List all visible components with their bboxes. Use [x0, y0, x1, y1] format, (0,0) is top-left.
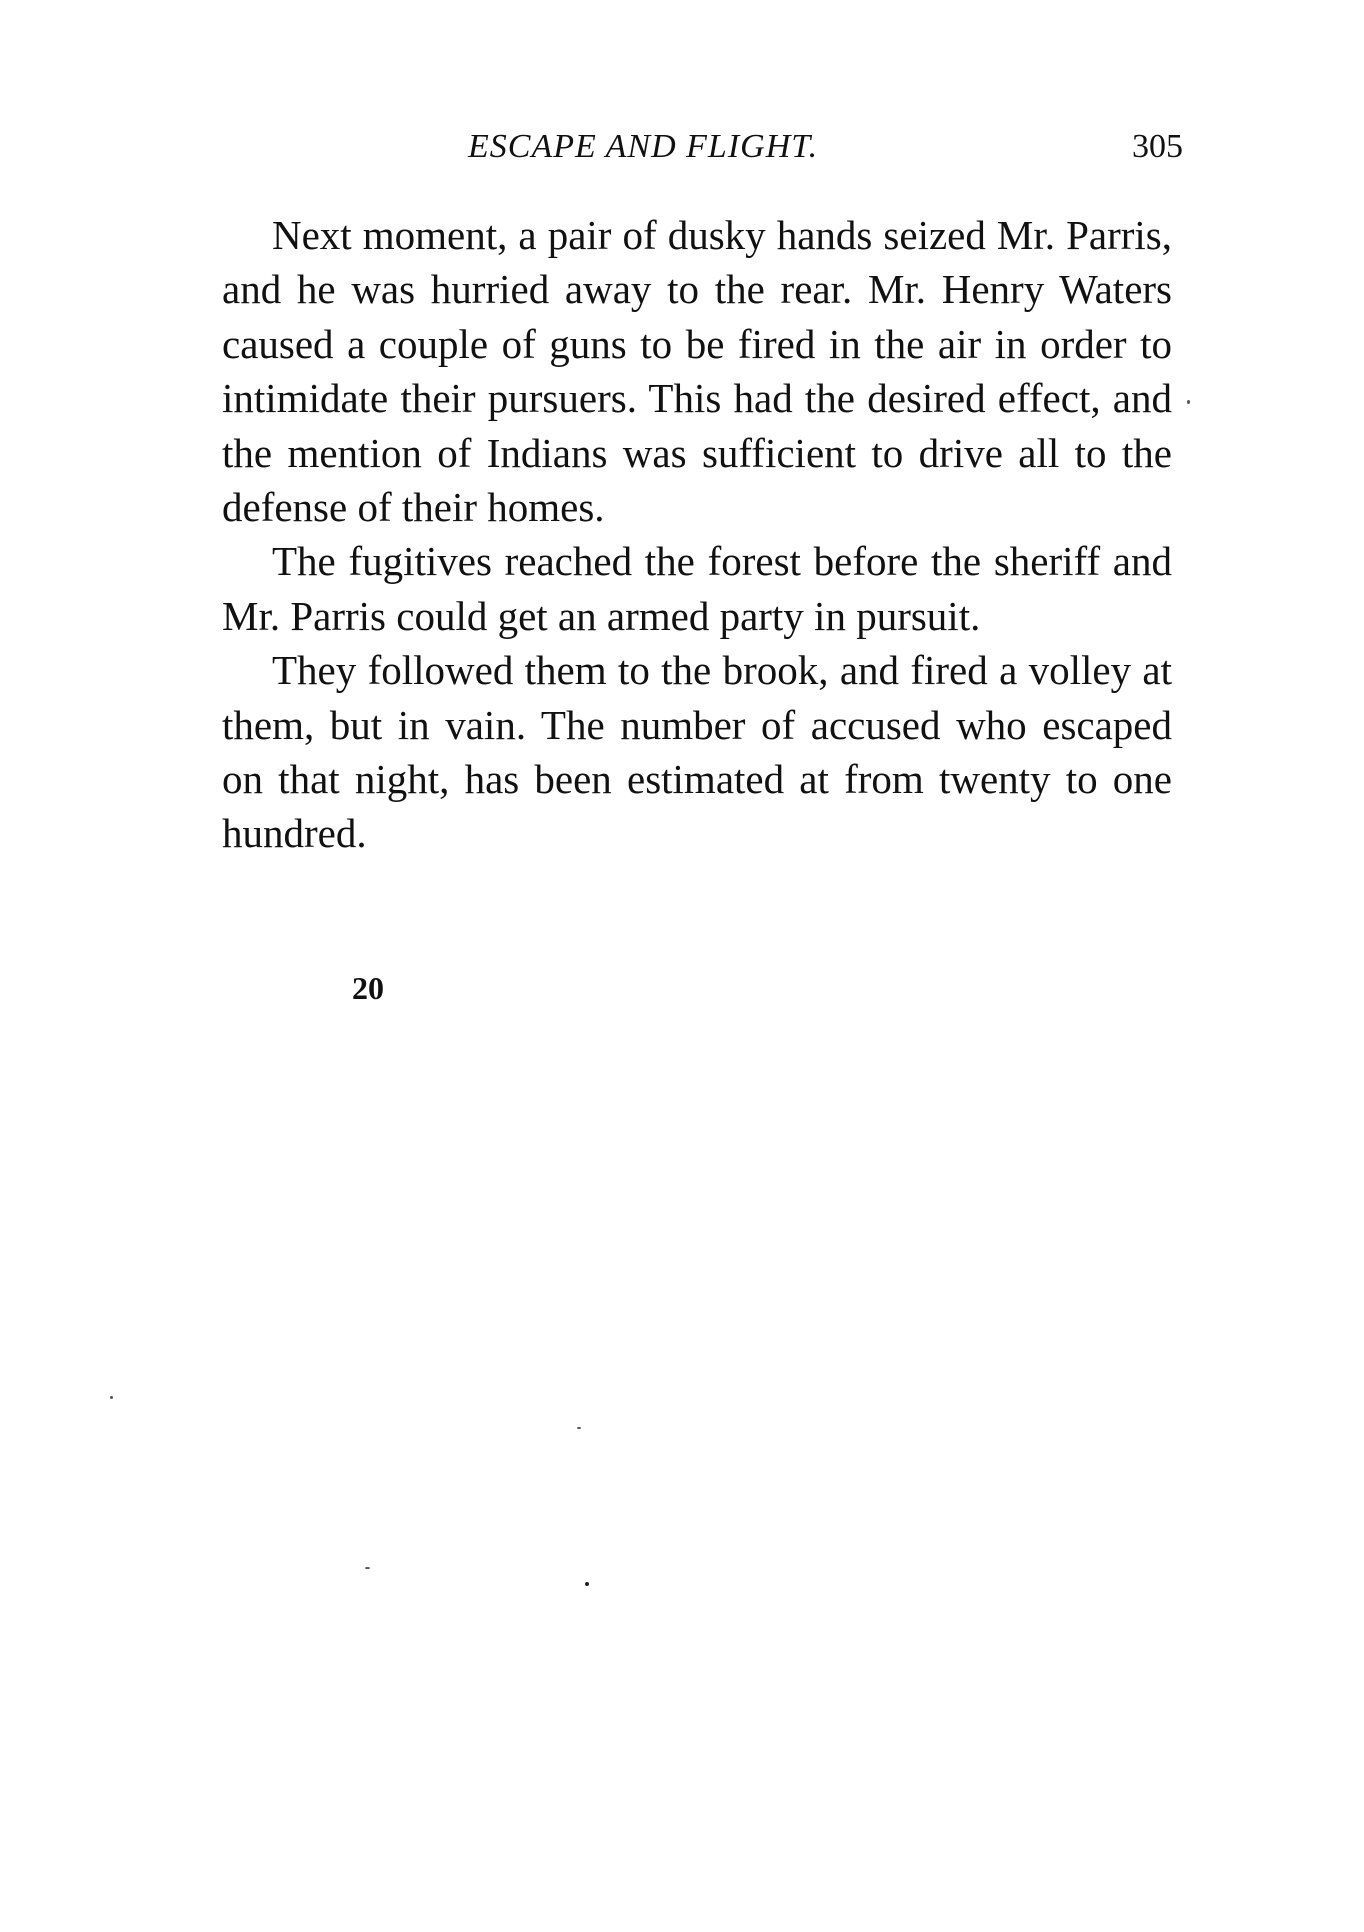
page-number: 305 — [1132, 128, 1183, 165]
scan-speck — [110, 1396, 113, 1399]
paragraph-fugitives: The fugitives reached the forest before the sheriff and Mr. Parris could get an armed party in pursuit. — [222, 538, 1172, 639]
scan-speck — [577, 1427, 581, 1429]
scan-speck — [1187, 400, 1190, 404]
running-title: ESCAPE AND FLIGHT. — [468, 128, 819, 165]
scan-speck — [365, 1567, 370, 1569]
paragraph-escape: Next moment, a pair of dusky hands seized Mr. Parris, and he was hurried away to the rear. Mr. Henry Waters caused a couple of guns to be fired in the air in order to intimidate their pursuers. This had the desired effect, and the mention of Indians was sufficient to drive all to the defense of their homes. — [222, 212, 1172, 531]
paragraph-volley: They followed them to the brook, and fired a volley at them, but in vain. The number of accused who escaped on that night, has been estimated at from twenty to one hundred. — [222, 647, 1172, 857]
body-text — [222, 208, 1172, 861]
scan-speck — [585, 1582, 589, 1586]
signature-mark: 20 — [352, 970, 384, 1006]
running-head — [468, 128, 1183, 178]
